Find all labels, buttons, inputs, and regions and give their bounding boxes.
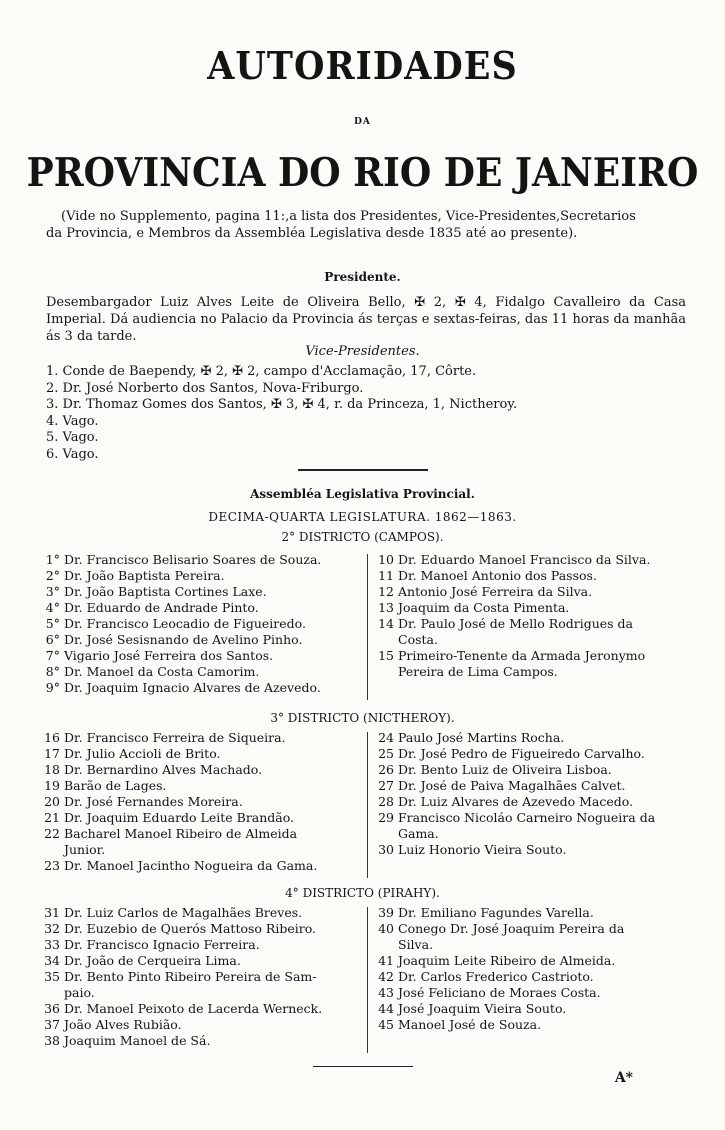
member-name: Dr. Francisco Belisario Soares de Souza. bbox=[64, 552, 322, 567]
member-name: Francisco Nicoláo Carneiro Nogueira da bbox=[398, 810, 656, 825]
district-4-heading: 4° DISTRICTO (PIRAHY). bbox=[285, 886, 440, 900]
table-row bbox=[370, 969, 690, 985]
signature-mark: A* bbox=[614, 1070, 633, 1086]
table-row bbox=[36, 664, 366, 680]
table-row bbox=[36, 762, 366, 778]
member-name: João Alves Rubião. bbox=[64, 1017, 182, 1032]
table-row bbox=[370, 937, 690, 953]
table-row bbox=[370, 1001, 690, 1017]
column-divider bbox=[367, 907, 368, 1053]
table-row bbox=[36, 568, 366, 584]
table-row bbox=[36, 600, 366, 616]
member-name: Junior. bbox=[64, 842, 106, 857]
table-row bbox=[370, 730, 690, 746]
member-number: 3° bbox=[45, 584, 60, 599]
table-row bbox=[36, 858, 366, 874]
district-3-heading: 3° DISTRICTO (NICTHEROY). bbox=[270, 711, 455, 725]
member-number: 12 bbox=[378, 584, 394, 599]
table-row bbox=[36, 905, 366, 921]
table-row bbox=[36, 1017, 366, 1033]
member-number: 29 bbox=[378, 810, 394, 825]
member-number: 2° bbox=[45, 568, 60, 583]
table-row bbox=[36, 842, 366, 858]
member-name: Dr. Eduardo de Andrade Pinto. bbox=[64, 600, 259, 615]
member-name: Primeiro-Tenente da Armada Jeronymo bbox=[398, 648, 646, 663]
district-4-left-column bbox=[36, 905, 366, 1049]
member-name: Dr. Eduardo Manoel Francisco da Silva. bbox=[398, 552, 651, 567]
table-row bbox=[370, 810, 690, 826]
title-connector: DA bbox=[354, 117, 371, 127]
member-number: 31 bbox=[44, 905, 60, 920]
member-name: Luiz Honorio Vieira Souto. bbox=[398, 842, 567, 857]
member-name: Dr. João Baptista Pereira. bbox=[64, 568, 225, 583]
page-title: AUTORIDADES bbox=[207, 43, 518, 90]
district-2-right-column bbox=[370, 552, 690, 680]
table-row bbox=[370, 568, 690, 584]
member-name: Barão de Lages. bbox=[64, 778, 167, 793]
member-name: Dr. Francisco Ferreira de Siqueira. bbox=[64, 730, 286, 745]
member-name: Bacharel Manoel Ribeiro de Almeida bbox=[64, 826, 298, 841]
list-item: 6. Vago. bbox=[46, 446, 99, 462]
member-number: 20 bbox=[44, 794, 60, 809]
table-row bbox=[370, 905, 690, 921]
table-row bbox=[370, 1017, 690, 1033]
member-name: Dr. João Baptista Cortines Laxe. bbox=[64, 584, 267, 599]
member-name: Dr. Manoel da Costa Camorim. bbox=[64, 664, 260, 679]
table-row bbox=[36, 953, 366, 969]
table-row bbox=[36, 969, 366, 985]
member-number: 11 bbox=[378, 568, 394, 583]
member-number: 22 bbox=[44, 826, 60, 841]
table-row bbox=[36, 632, 366, 648]
assembleia-heading: Assembléa Legislativa Provincial. bbox=[250, 487, 475, 501]
member-name: Dr. Julio Accioli de Brito. bbox=[64, 746, 221, 761]
table-row bbox=[36, 680, 366, 696]
table-row bbox=[370, 778, 690, 794]
member-number: 15 bbox=[378, 648, 394, 663]
member-name: Dr. Luiz Carlos de Magalhães Breves. bbox=[64, 905, 303, 920]
member-name: José Feliciano de Moraes Costa. bbox=[398, 985, 601, 1000]
member-number: 40 bbox=[378, 921, 394, 936]
member-number: 39 bbox=[378, 905, 394, 920]
member-number: 14 bbox=[378, 616, 394, 631]
member-name: Dr. Joaquim Ignacio Alvares de Azevedo. bbox=[64, 680, 321, 695]
member-name: Paulo José Martins Rocha. bbox=[398, 730, 565, 745]
member-name: paio. bbox=[64, 985, 95, 1000]
district-3-right-column bbox=[370, 730, 690, 858]
member-name: Dr. Bento Pinto Ribeiro Pereira de Sam- bbox=[64, 969, 317, 984]
list-item: 1. Conde de Baependy, ✠ 2, ✠ 2, campo d'Acclamação, 17, Côrte. bbox=[46, 364, 477, 379]
presidente-text: Desembargador Luiz Alves Leite de Oliveira Bello, ✠ 2, ✠ 4, Fidalgo Cavalleiro da Casa Imperial. Dá audiencia no Palacio da Provincia ás terças e sextas-feiras, das 11 horas da manhãa ás 3 da tarde. bbox=[46, 295, 686, 344]
member-number: 24 bbox=[378, 730, 394, 745]
legislatura-line: DECIMA-QUARTA LEGISLATURA. 1862—1863. bbox=[208, 510, 517, 524]
table-row bbox=[36, 746, 366, 762]
member-number: 17 bbox=[44, 746, 60, 761]
member-name: Joaquim da Costa Pimenta. bbox=[398, 600, 570, 615]
section-divider bbox=[298, 469, 428, 471]
presidente-heading: Presidente. bbox=[324, 270, 401, 284]
member-name: Dr. José Sesisnando de Avelino Pinho. bbox=[64, 632, 303, 647]
member-name: Dr. José Pedro de Figueiredo Carvalho. bbox=[398, 746, 645, 761]
member-number: 19 bbox=[44, 778, 60, 793]
member-name: Dr. Emiliano Fagundes Varella. bbox=[398, 905, 594, 920]
table-row bbox=[36, 552, 366, 568]
table-row bbox=[36, 778, 366, 794]
member-number: 27 bbox=[378, 778, 394, 793]
end-divider bbox=[313, 1066, 413, 1067]
table-row bbox=[370, 953, 690, 969]
member-number: 32 bbox=[44, 921, 60, 936]
member-number: 38 bbox=[44, 1033, 60, 1048]
table-row bbox=[36, 826, 366, 842]
district-3-left-column bbox=[36, 730, 366, 874]
table-row bbox=[36, 937, 366, 953]
member-number: 30 bbox=[378, 842, 394, 857]
member-name: Conego Dr. José Joaquim Pereira da bbox=[398, 921, 625, 936]
table-row bbox=[370, 600, 690, 616]
member-number: 16 bbox=[44, 730, 60, 745]
list-item: 2. Dr. José Norberto dos Santos, Nova-Friburgo. bbox=[46, 380, 364, 396]
supplement-note bbox=[46, 208, 686, 242]
table-row bbox=[370, 664, 690, 680]
note-line-2: da Provincia, e Membros da Assembléa Legislativa desde 1835 até ao presente). bbox=[46, 226, 578, 241]
district-2-heading: 2° DISTRICTO (CAMPOS). bbox=[281, 530, 444, 544]
list-item: 5. Vago. bbox=[46, 430, 99, 445]
member-name: Dr. Francisco Ignacio Ferreira. bbox=[64, 937, 260, 952]
table-row bbox=[36, 648, 366, 664]
table-row bbox=[370, 794, 690, 810]
member-number: 33 bbox=[44, 937, 60, 952]
member-number: 42 bbox=[378, 969, 394, 984]
member-name: Dr. Luiz Alvares de Azevedo Macedo. bbox=[398, 794, 634, 809]
member-number: 37 bbox=[44, 1017, 60, 1032]
member-name: Dr. Bento Luiz de Oliveira Lisboa. bbox=[398, 762, 612, 777]
member-name: Dr. Euzebio de Querós Mattoso Ribeiro. bbox=[64, 921, 316, 936]
district-4-right-column bbox=[370, 905, 690, 1033]
table-row bbox=[370, 632, 690, 648]
table-row bbox=[370, 746, 690, 762]
table-row bbox=[370, 648, 690, 664]
member-name: Antonio José Ferreira da Silva. bbox=[398, 584, 593, 599]
member-name: Dr. Manoel Antonio dos Passos. bbox=[398, 568, 597, 583]
table-row bbox=[36, 921, 366, 937]
table-row bbox=[370, 985, 690, 1001]
table-row bbox=[36, 1001, 366, 1017]
table-row bbox=[370, 921, 690, 937]
table-row bbox=[370, 842, 690, 858]
district-2-left-column bbox=[36, 552, 366, 696]
table-row bbox=[36, 1033, 366, 1049]
member-number: 26 bbox=[378, 762, 394, 777]
table-row bbox=[370, 826, 690, 842]
member-name: Silva. bbox=[398, 937, 434, 952]
member-number: 21 bbox=[44, 810, 60, 825]
member-number: 28 bbox=[378, 794, 394, 809]
member-number: 7° bbox=[45, 648, 60, 663]
member-name: Dr. José de Paiva Magalhães Calvet. bbox=[398, 778, 626, 793]
member-number: 25 bbox=[378, 746, 394, 761]
member-name: Joaquim Leite Ribeiro de Almeida. bbox=[398, 953, 616, 968]
member-number: 4° bbox=[45, 600, 60, 615]
table-row bbox=[36, 810, 366, 826]
table-row bbox=[370, 616, 690, 632]
vice-list bbox=[46, 364, 686, 463]
member-name: Gama. bbox=[398, 826, 439, 841]
table-row bbox=[36, 794, 366, 810]
member-name: Dr. Manoel Peixoto de Lacerda Werneck. bbox=[64, 1001, 323, 1016]
table-row bbox=[370, 762, 690, 778]
member-number: 36 bbox=[44, 1001, 60, 1016]
member-name: Dr. Paulo José de Mello Rodrigues da bbox=[398, 616, 634, 631]
member-name: Vigario José Ferreira dos Santos. bbox=[64, 648, 274, 663]
vice-heading: Vice-Presidentes. bbox=[305, 344, 420, 359]
table-row bbox=[370, 584, 690, 600]
member-name: Pereira de Lima Campos. bbox=[398, 664, 558, 679]
list-item: 3. Dr. Thomaz Gomes dos Santos, ✠ 3, ✠ 4, r. da Princeza, 1, Nictheroy. bbox=[46, 397, 518, 412]
column-divider bbox=[367, 732, 368, 878]
table-row bbox=[36, 584, 366, 600]
table-row bbox=[36, 985, 366, 1001]
member-number: 34 bbox=[44, 953, 60, 968]
member-number: 6° bbox=[45, 632, 60, 647]
member-name: Dr. Manoel Jacintho Nogueira da Gama. bbox=[64, 858, 318, 873]
page-subtitle: PROVINCIA DO RIO DE JANEIRO bbox=[26, 150, 699, 196]
column-divider bbox=[367, 554, 368, 700]
member-number: 9° bbox=[45, 680, 60, 695]
member-name: José Joaquim Vieira Souto. bbox=[398, 1001, 567, 1016]
member-name: Dr. Joaquim Eduardo Leite Brandão. bbox=[64, 810, 295, 825]
member-name: Costa. bbox=[398, 632, 438, 647]
member-number: 45 bbox=[378, 1017, 394, 1032]
member-name: Dr. Carlos Frederico Castrioto. bbox=[398, 969, 594, 984]
list-item: 4. Vago. bbox=[46, 413, 99, 429]
member-number: 10 bbox=[378, 552, 394, 567]
member-number: 23 bbox=[44, 858, 60, 873]
note-line-1: (Vide no Supplemento, pagina 11:,a lista dos Presidentes, Vice-Presidentes,Secretarios bbox=[61, 209, 636, 224]
member-number: 8° bbox=[45, 664, 60, 679]
table-row bbox=[36, 616, 366, 632]
member-number: 1° bbox=[45, 552, 60, 567]
member-number: 44 bbox=[378, 1001, 394, 1016]
member-number: 13 bbox=[378, 600, 394, 615]
member-name: Manoel José de Souza. bbox=[398, 1017, 542, 1032]
table-row bbox=[36, 730, 366, 746]
member-name: Joaquim Manoel de Sá. bbox=[64, 1033, 211, 1048]
member-number: 41 bbox=[378, 953, 394, 968]
member-number: 35 bbox=[44, 969, 60, 984]
member-number: 5° bbox=[45, 616, 60, 631]
member-name: Dr. Francisco Leocadio de Figueiredo. bbox=[64, 616, 306, 631]
table-row bbox=[370, 552, 690, 568]
member-name: Dr. José Fernandes Moreira. bbox=[64, 794, 243, 809]
member-number: 18 bbox=[44, 762, 60, 777]
member-number: 43 bbox=[378, 985, 394, 1000]
member-name: Dr. João de Cerqueira Lima. bbox=[64, 953, 241, 968]
member-name: Dr. Bernardino Alves Machado. bbox=[64, 762, 263, 777]
